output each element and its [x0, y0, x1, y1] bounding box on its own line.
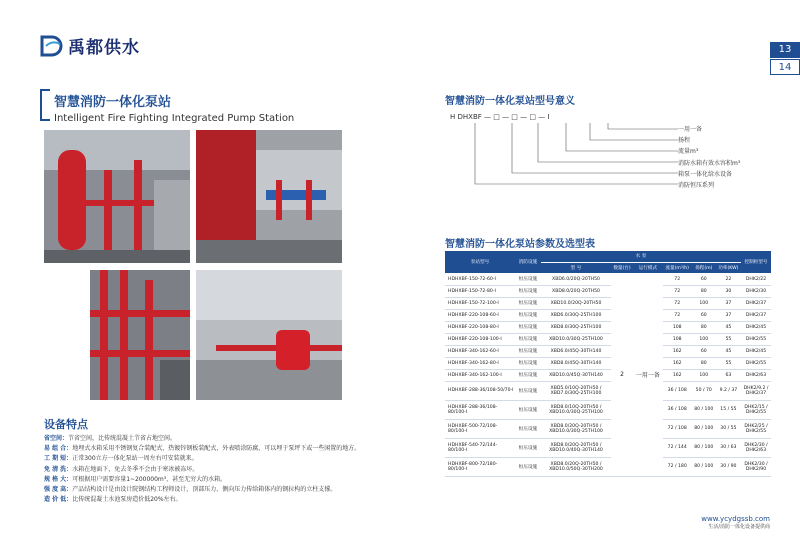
col-pump: 水 泵 — [541, 251, 741, 262]
cell-pump: XBD8.0/20Q-20TH50 / XBD10.0/30Q-25TH100 — [541, 419, 611, 438]
feature-key: 造 价 低： — [44, 496, 73, 504]
cell-cab: DHK2/55 — [741, 357, 771, 369]
cell-model: HDHXBF-288-36/108-50/70-Ⅰ — [445, 381, 515, 400]
page-number-right: 14 — [770, 59, 800, 75]
cell-head: 50 / 70 — [692, 381, 716, 400]
col-cabinet: 控制柜型号 — [741, 251, 771, 273]
brand-logo — [40, 33, 140, 58]
cell-press: 恒压设施 — [515, 345, 541, 357]
cell-power: 63 — [716, 369, 741, 381]
section-title-cn: 智慧消防一体化泵站 — [54, 95, 172, 110]
col-mode: 运行模式 — [633, 262, 663, 273]
cell-flow: 108 — [663, 333, 692, 345]
cell-cab: DHK2/25 / DHK2/55 — [741, 419, 771, 438]
col-power: 功率(KW) — [716, 262, 741, 273]
cell-head: 80 / 100 — [692, 438, 716, 457]
cell-model: HDHXBF-340-162-60-Ⅰ — [445, 345, 515, 357]
model-label: 消防水箱有效水容积m³ — [678, 159, 741, 167]
brand-mark-icon — [40, 35, 64, 57]
cell-model: HDHXBF-288-36/108-80/100-Ⅰ — [445, 400, 515, 419]
feature-item — [44, 465, 389, 475]
brand-name: 禹都供水 — [68, 38, 140, 58]
section-title-en: Intelligent Fire Fighting Integrated Pump Station — [54, 113, 295, 124]
table-row — [445, 419, 771, 438]
cell-mode: 一用一备 — [633, 273, 663, 476]
model-label: 扬程 — [678, 137, 691, 145]
col-pump-model: 型 号 — [541, 262, 611, 273]
feature-value: 节省空间，比传统混凝土节省占地空间。 — [68, 435, 177, 442]
cell-model: HDHXBF-220-108-100-Ⅰ — [445, 333, 515, 345]
cell-flow: 162 — [663, 345, 692, 357]
feature-key: 省空间： — [44, 435, 69, 442]
cell-power: 22 — [716, 273, 741, 285]
table-row — [445, 438, 771, 457]
footer-tagline: 生活/消防一体化设备提供商 — [708, 524, 770, 530]
cell-flow: 72 — [663, 273, 692, 285]
cell-press: 恒压设施 — [515, 357, 541, 369]
cell-cab: DHK2/15 / DHK2/55 — [741, 400, 771, 419]
feature-value: 可根据用户需要容量1~200000m³，甚至无穷大的水箱。 — [72, 475, 227, 483]
param-table-title: 智慧消防一体化泵站参数及选型表 — [445, 239, 595, 250]
feature-value: 产品结构设计是由设计院钢结构工程师设计，顶部压力、侧向压力传给箱体内的钢拉构的立柱支撑。 — [72, 486, 337, 494]
cell-press: 恒压设施 — [515, 297, 541, 309]
cell-press: 恒压设施 — [515, 438, 541, 457]
cell-flow: 162 — [663, 357, 692, 369]
model-code: H DHXBF — □ — □ — □ — Ⅰ — [450, 113, 550, 121]
cell-model: HDHXBF-540-72/144-80/100-Ⅰ — [445, 438, 515, 457]
photo-pump-room-3 — [90, 270, 190, 400]
cell-pump: XBD8.0/45Q-30TH140 — [541, 357, 611, 369]
feature-key: 易 组 合： — [44, 445, 73, 453]
table-row — [445, 345, 771, 357]
cell-model: HDHXBF-220-108-80-Ⅰ — [445, 321, 515, 333]
feature-item — [44, 485, 389, 495]
feature-key: 工 期 短： — [44, 455, 73, 463]
cell-cab: DHK2/30 / DHK2/90 — [741, 457, 771, 476]
cell-press: 恒压设施 — [515, 273, 541, 285]
cell-model: HDHXBF-800-72/180-80/100-Ⅰ — [445, 457, 515, 476]
cell-flow: 162 — [663, 369, 692, 381]
cell-head: 80 / 100 — [692, 457, 716, 476]
cell-flow: 108 — [663, 321, 692, 333]
title-bracket — [40, 89, 50, 121]
cell-press: 恒压设施 — [515, 381, 541, 400]
cell-flow: 72 — [663, 285, 692, 297]
cell-press: 恒压设施 — [515, 457, 541, 476]
param-table — [445, 251, 771, 477]
feature-key: 免 清 洗： — [44, 465, 73, 473]
cell-model: HDHXBF-340-162-100-Ⅰ — [445, 369, 515, 381]
cell-head: 60 — [692, 309, 716, 321]
col-model: 泵站型号 — [445, 251, 515, 273]
feature-item — [44, 444, 389, 454]
feature-item — [44, 495, 389, 505]
table-row — [445, 285, 771, 297]
cell-head: 80 / 100 — [692, 419, 716, 438]
param-table-body — [445, 273, 771, 476]
cell-head: 80 — [692, 285, 716, 297]
model-label: 箱泵一体化给水设备 — [678, 170, 733, 178]
cell-pump: XBD8.0/20Q-20TH50 — [541, 285, 611, 297]
cell-cab: DHK2/22 — [741, 273, 771, 285]
cell-pump: XBD10.0/20Q-20TH50 — [541, 297, 611, 309]
cell-head: 100 — [692, 297, 716, 309]
photo-pump-room-2 — [196, 130, 342, 263]
table-row — [445, 333, 771, 345]
feature-item — [44, 454, 389, 464]
model-label: 一用一备 — [678, 126, 703, 133]
cell-head: 60 — [692, 273, 716, 285]
cell-power: 15 / 55 — [716, 400, 741, 419]
table-row — [445, 381, 771, 400]
cell-head: 100 — [692, 333, 716, 345]
cell-power: 37 — [716, 309, 741, 321]
feature-key: 规 格 大： — [44, 475, 73, 483]
cell-flow: 72 / 108 — [663, 419, 692, 438]
cell-cab: DHK2/30 / DHK2/63 — [741, 438, 771, 457]
cell-press: 恒压设施 — [515, 369, 541, 381]
cell-flow: 36 / 108 — [663, 381, 692, 400]
table-row — [445, 309, 771, 321]
cell-power: 30 / 55 — [716, 419, 741, 438]
cell-pump: XBD8.0/20Q-20TH50 / XBD10.0/50Q-30TH200 — [541, 457, 611, 476]
cell-power: 9.2 / 37 — [716, 381, 741, 400]
cell-press: 恒压设施 — [515, 309, 541, 321]
table-row — [445, 457, 771, 476]
cell-pump: XBD6.0/30Q-25TH100 — [541, 309, 611, 321]
cell-cab: DHK2/63 — [741, 369, 771, 381]
table-row — [445, 400, 771, 419]
feature-key: 强 度 高： — [44, 486, 73, 494]
cell-cab: DHK2/37 — [741, 309, 771, 321]
feature-item — [44, 434, 389, 444]
cell-power: 45 — [716, 345, 741, 357]
cell-pump: XBD8.0/30Q-25TH100 — [541, 321, 611, 333]
model-labels — [678, 124, 740, 191]
cell-power: 30 — [716, 285, 741, 297]
cell-pump: XBD8.0/10Q-20TH50 / XBD10.0/30Q-25TH100 — [541, 400, 611, 419]
cell-pump: XBD6.0/45Q-30TH140 — [541, 345, 611, 357]
cell-power: 55 — [716, 357, 741, 369]
cell-qty: 2 — [611, 273, 633, 476]
cell-cab: DHK2/45 — [741, 345, 771, 357]
features-list — [44, 434, 389, 505]
col-head: 扬程(m) — [692, 262, 716, 273]
cell-cab: DHK2/45 — [741, 321, 771, 333]
cell-flow: 36 / 108 — [663, 400, 692, 419]
cell-cab: DHK2/37 — [741, 297, 771, 309]
cell-head: 80 / 100 — [692, 400, 716, 419]
cell-cab: DHK2/30 — [741, 285, 771, 297]
cell-power: 55 — [716, 333, 741, 345]
cell-pump: XBD8.0/20Q-20TH50 / XBD10.0/40Q-30TH140 — [541, 438, 611, 457]
cell-press: 恒压设施 — [515, 285, 541, 297]
table-row — [445, 369, 771, 381]
cell-power: 37 — [716, 297, 741, 309]
cell-pump: XBD10.0/30Q-25TH100 — [541, 333, 611, 345]
cell-flow: 72 — [663, 297, 692, 309]
cell-pump: XBD5.0/10Q-20TH50 / XBD7.0/30Q-25TH100 — [541, 381, 611, 400]
photo-pump-room-4 — [196, 270, 342, 400]
photo-pump-room-1 — [44, 130, 190, 263]
cell-pump: XBD6.0/20Q-20TH50 — [541, 273, 611, 285]
cell-press: 恒压设施 — [515, 333, 541, 345]
model-meaning-title: 智慧消防一体化泵站型号意义 — [445, 96, 575, 107]
cell-model: HDHXBF-150-72-100-Ⅰ — [445, 297, 515, 309]
features-title: 设备特点 — [44, 418, 88, 431]
cell-flow: 72 / 144 — [663, 438, 692, 457]
cell-cab: DHK2/9.2 / DHK2/37 — [741, 381, 771, 400]
cell-flow: 72 — [663, 309, 692, 321]
cell-power: 45 — [716, 321, 741, 333]
footer-url: www.ycydgssb.com — [701, 515, 770, 523]
cell-power: 30 / 90 — [716, 457, 741, 476]
cell-model: HDHXBF-220-108-60-Ⅰ — [445, 309, 515, 321]
cell-press: 恒压设施 — [515, 321, 541, 333]
feature-value: 水箱在地面下，免去冬季不会由于寒冰被冻坏。 — [72, 465, 199, 473]
cell-press: 恒压设施 — [515, 400, 541, 419]
cell-press: 恒压设施 — [515, 419, 541, 438]
cell-head: 100 — [692, 369, 716, 381]
table-row — [445, 357, 771, 369]
section-title-station — [44, 91, 294, 124]
cell-model: HDHXBF-500-72/108-80/100-Ⅰ — [445, 419, 515, 438]
feature-value: 正常300立方一体化泵站一周左右可安装就来。 — [72, 455, 198, 463]
page-number-left: 13 — [770, 42, 800, 58]
model-label: 消防恒压系列 — [678, 182, 715, 190]
feature-value: 比传统混凝土水池泵房造价低20%左右。 — [72, 496, 182, 504]
table-row — [445, 321, 771, 333]
cell-model: HDHXBF-340-162-80-Ⅰ — [445, 357, 515, 369]
col-flow: 流量(m³/h) — [663, 262, 692, 273]
table-row — [445, 273, 771, 285]
footer — [701, 515, 770, 530]
table-row — [445, 297, 771, 309]
cell-cab: DHK2/55 — [741, 333, 771, 345]
col-qty: 数量(台) — [611, 262, 633, 273]
cell-power: 30 / 63 — [716, 438, 741, 457]
cell-pump: XBD10.0/45Q-30TH140 — [541, 369, 611, 381]
cell-model: HDHXBF-150-72-80-Ⅰ — [445, 285, 515, 297]
cell-head: 80 — [692, 321, 716, 333]
feature-item — [44, 475, 389, 485]
cell-head: 60 — [692, 345, 716, 357]
cell-flow: 72 / 180 — [663, 457, 692, 476]
cell-model: HDHXBF-150-72-60-Ⅰ — [445, 273, 515, 285]
feature-value: 地埋式水箱采用不锈钢复合装配式，热镀锌钢板装配式，外表喷涂防腐，可以埋于泵坪下或一些闲置的地方。 — [72, 445, 361, 453]
model-label: 流量m³ — [678, 148, 699, 156]
model-diagram-lines — [470, 118, 680, 188]
cell-head: 80 — [692, 357, 716, 369]
col-pressure: 消防设施 — [515, 251, 541, 273]
page-numbers — [770, 42, 800, 76]
